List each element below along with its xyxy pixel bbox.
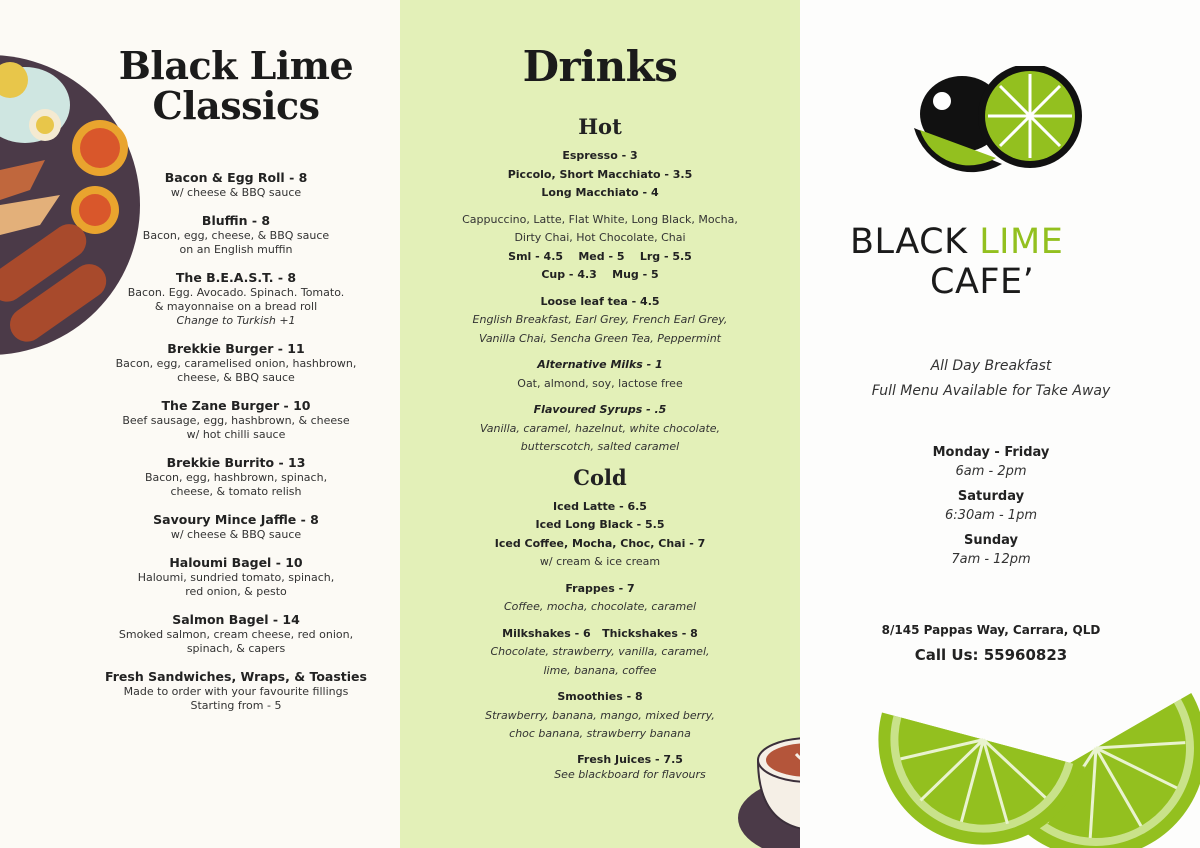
tagline-line: Full Menu Available for Take Away (871, 383, 1111, 399)
item-desc: cheese, & BBQ sauce (177, 371, 295, 384)
black-lime-logo (912, 66, 1082, 176)
item-note: Change to Turkish +1 (176, 314, 296, 327)
address: 8/145 Pappas Way, Carrara, QLD (881, 623, 1101, 637)
drinks-list (400, 114, 800, 790)
drink-name: Flavoured Syrups - .5 (533, 403, 667, 416)
drink-desc: Vanilla Chai, Sencha Green Tea, Peppermint (479, 331, 721, 345)
syrups-block (400, 401, 800, 457)
drink-name: Frappes - 7 (565, 581, 635, 595)
item-name: Fresh Sandwiches, Wraps, & Toasties (105, 669, 367, 684)
hours-day: Monday - Friday (932, 445, 1050, 460)
tea-block (400, 293, 800, 349)
menu-item (100, 669, 372, 713)
drink-desc: choc banana, strawberry banana (509, 727, 691, 740)
item-desc: w/ cheese & BBQ sauce (170, 528, 302, 541)
item-name: Brekkie Burrito - 13 (166, 455, 306, 470)
drink-name: Milkshakes - 6 Thickshakes - 8 (502, 626, 698, 640)
tagline (800, 354, 1182, 404)
item-name: Bacon & Egg Roll - 8 (164, 170, 308, 185)
drink-desc: Dirty Chai, Hot Chocolate, Chai (514, 231, 686, 244)
drink-desc: Chocolate, strawberry, vanilla, caramel, (490, 645, 710, 658)
drink-desc: w/ cream & ice cream (539, 555, 661, 568)
drink-desc: butterscotch, salted caramel (520, 440, 680, 453)
item-name: Salmon Bagel - 14 (172, 612, 300, 627)
drink-name: Espresso - 3 (562, 149, 638, 162)
item-name: The B.E.A.S.T. - 8 (175, 270, 297, 285)
drink-name: Iced Long Black - 5.5 (535, 518, 665, 531)
brand-black: BLACK (850, 222, 968, 262)
brand-green: LIME (979, 222, 1064, 262)
hours-time: 7am - 12pm (951, 552, 1031, 567)
drink-name: Iced Coffee, Mocha, Choc, Chai - 7 (494, 536, 706, 550)
item-desc: w/ hot chilli sauce (186, 428, 286, 441)
menu-item (100, 512, 372, 542)
menu-item (100, 341, 372, 385)
classics-panel (0, 0, 400, 848)
classics-list (100, 170, 372, 726)
item-desc: red onion, & pesto (185, 585, 287, 598)
menu-item (100, 170, 372, 200)
item-desc: spinach, & capers (186, 642, 286, 655)
item-desc: Bacon, egg, hashbrown, spinach, (144, 471, 328, 484)
item-name: Brekkie Burger - 11 (167, 341, 305, 356)
lime-slices-illustration (866, 628, 1200, 848)
drink-sizes: Cup - 4.3 Mug - 5 (541, 268, 659, 281)
coffee-block (400, 147, 800, 203)
drink-desc: Oat, almond, soy, lactose free (517, 376, 683, 390)
drink-desc: Cappuccino, Latte, Flat White, Long Black, Mocha, (462, 212, 738, 226)
menu-item (100, 398, 372, 442)
brand-wordmark (850, 222, 1140, 302)
drink-desc: See blackboard for flavours (554, 767, 706, 781)
iced-block (400, 498, 800, 572)
cold-heading: Cold (573, 464, 627, 490)
menu-item (100, 555, 372, 599)
drink-desc: Vanilla, caramel, hazelnut, white chocolate, (479, 421, 721, 435)
tagline-line: All Day Breakfast (930, 358, 1052, 374)
item-desc: Bacon, egg, cheese, & BBQ sauce (142, 229, 330, 242)
drink-desc: English Breakfast, Earl Grey, French Earl Grey, (472, 313, 728, 326)
opening-hours (800, 444, 1182, 576)
item-desc: & mayonnaise on a bread roll (154, 300, 318, 313)
item-desc: Made to order with your favourite fillings (123, 685, 349, 698)
shakes-block (400, 625, 800, 681)
item-desc: cheese, & tomato relish (170, 485, 302, 498)
drink-desc: lime, banana, coffee (543, 663, 657, 677)
drink-name: Fresh Juices - 7.5 (577, 752, 683, 766)
menu-item (100, 455, 372, 499)
drink-desc: Coffee, mocha, chocolate, caramel (503, 600, 697, 613)
drinks-title: Drinks (522, 42, 678, 91)
drink-name: Long Macchiato - 4 (541, 186, 659, 199)
menu-item (100, 270, 372, 328)
item-desc: Bacon. Egg. Avocado. Spinach. Tomato. (127, 286, 345, 299)
drink-name: Loose leaf tea - 4.5 (540, 294, 660, 308)
item-desc: Starting from - 5 (190, 699, 282, 712)
item-desc: Haloumi, sundried tomato, spinach, (137, 571, 335, 584)
milk-coffee-block (400, 211, 800, 285)
coffee-cup-illustration (730, 730, 800, 848)
hours-day: Saturday (957, 489, 1025, 504)
drink-sizes: Sml - 4.5 Med - 5 Lrg - 5.5 (508, 249, 692, 263)
item-name: Bluffin - 8 (201, 213, 271, 228)
alt-milks-block (400, 356, 800, 393)
hours-time: 6am - 2pm (955, 464, 1027, 479)
frappes-block (400, 580, 800, 617)
drinks-panel (400, 0, 800, 848)
drink-name: Alternative Milks - 1 (537, 358, 663, 371)
item-desc: Bacon, egg, caramelised onion, hashbrown, (115, 357, 357, 370)
drink-name: Iced Latte - 6.5 (553, 499, 647, 513)
item-name: Savoury Mince Jaffle - 8 (153, 512, 319, 527)
drink-name: Piccolo, Short Macchiato - 3.5 (507, 167, 693, 181)
item-desc: Smoked salmon, cream cheese, red onion, (118, 628, 354, 641)
item-name: Haloumi Bagel - 10 (169, 555, 303, 570)
brand-line-1 (850, 222, 1140, 262)
hours-time: 6:30am - 1pm (945, 508, 1037, 523)
item-desc: on an English muffin (179, 243, 293, 256)
menu-item (100, 213, 372, 257)
drink-name: Smoothies - 8 (557, 690, 643, 703)
drink-desc: Strawberry, banana, mango, mixed berry, (485, 708, 715, 722)
item-desc: Beef sausage, egg, hashbrown, & cheese (122, 414, 350, 427)
classics-title: Black Lime Classics (118, 43, 354, 128)
hours-day: Sunday (963, 533, 1019, 548)
menu-item (100, 612, 372, 656)
item-name: The Zane Burger - 10 (161, 398, 311, 413)
phone-number[interactable]: Call Us: 55960823 (914, 646, 1068, 664)
item-desc: w/ cheese & BBQ sauce (170, 186, 302, 199)
brand-line-2: CAFE’ (930, 262, 1035, 302)
hot-heading: Hot (578, 114, 622, 139)
